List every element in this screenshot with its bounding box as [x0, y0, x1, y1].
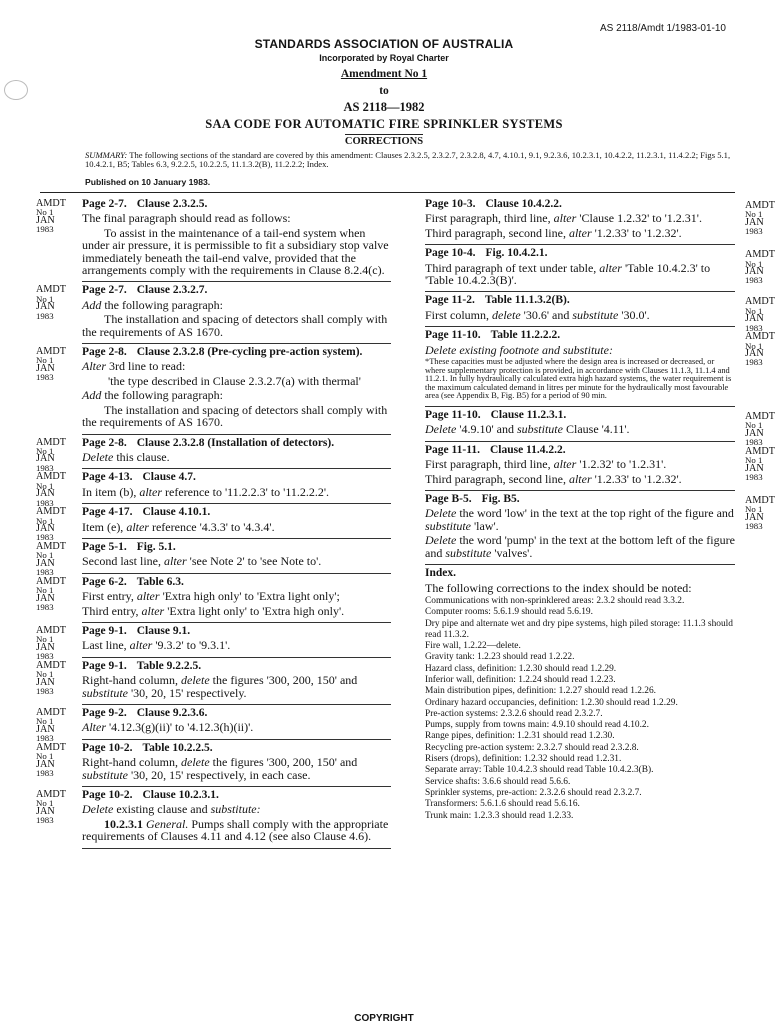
index-item: Transformers: 5.6.1.6 should read 5.6.16. [425, 799, 580, 810]
copyright-footer: COPYRIGHT [354, 1013, 414, 1024]
standard-title: SAA CODE FOR AUTOMATIC FIRE SPRINKLER SYSTEMS [205, 117, 563, 131]
amdt-margin-note: AMDT No 1 JAN 1983 [36, 506, 66, 543]
index-item: Pumps, supply from towns main: 4.9.10 should read 4.10.2. [425, 720, 649, 731]
entry-title: Page 11-10. Clause 11.2.3.1. [425, 409, 567, 422]
entry-text: Delete the word 'pump' in the text at the bottom left of the figure and substitute 'valves'. [425, 533, 735, 560]
amendment-entry [36, 539, 391, 578]
amdt-margin-note: AMDT No 1 JAN 1983 [745, 495, 775, 532]
entry-title: Page 2-8. Clause 2.3.2.8 (Installation of detectors). [82, 436, 335, 449]
amendment-entry [36, 469, 391, 508]
right-column [425, 196, 775, 825]
entry-title: Page 9-1. Table 9.2.2.5. [82, 659, 202, 672]
amdt-margin-note: AMDT No 1 JAN 1983 [745, 445, 775, 483]
entry-text: The final paragraph should read as follows: [82, 211, 291, 226]
index-list [425, 596, 735, 822]
standard-number: AS 2118—1982 [343, 100, 425, 114]
amdt-margin-note: AMDT No 1 JAN 1983 [36, 540, 66, 578]
amendment-entry [425, 442, 775, 491]
entry-text: Third paragraph, second line, alter '1.2.33' to '1.2.32'. [425, 471, 682, 486]
entry-title: Page 6-2. Table 6.3. [82, 575, 184, 588]
entry-text: Third entry, alter 'Extra light only' to 'Extra high only'. [82, 603, 345, 618]
entry-text: Third paragraph of text under table, alter 'Table 10.4.2.3' to 'Table 10.4.2.3(B)'. [425, 260, 711, 288]
amendment-entry [425, 245, 775, 292]
amendment-entry [425, 327, 775, 407]
footnote-text: *These capacities must be adjusted where the design area is increased or decreased, or where supplementary protection is provided, in accordance with Clauses 11.1.3, 11.1.4 and 11.2.1. In fully hydraulically calculated extra high hazard systems, the water requirement is the maximum calculated demand in litres per minute for the hydraulically most favourable area (see Appendix B, Fig. B5) for a period of 90 min. [425, 357, 732, 401]
index-item: Risers (drops), definition: 1.2.32 should read 1.2.31. [425, 754, 622, 765]
entry-text: The installation and spacing of detectors shall comply with the requirements of AS 1670. [82, 312, 388, 339]
entry-text: Delete existing clause and substitute: [82, 802, 261, 817]
entry-title: Page 9-2. Clause 9.2.3.6. [82, 707, 208, 719]
header-rule [40, 192, 735, 193]
index-item: Main distribution pipes, definition: 1.2.27 should read 1.2.26. [425, 686, 656, 697]
charter-line: Incorporated by Royal Charter [319, 53, 449, 63]
entry-text: In item (b), alter reference to '11.2.2.3' to '11.2.2.2'. [82, 484, 330, 499]
index-item: Computer rooms: 5.6.1.9 should read 5.6.19. [425, 607, 593, 618]
amdt-margin-note: AMDT No 1 JAN 1983 [36, 346, 66, 383]
entry-title: Page 11-2. Table 11.1.3.2(B). [425, 294, 570, 307]
amdt-margin-note: AMDT No 1 JAN 1983 [745, 331, 775, 368]
entry-title: Page 10-3. Clause 10.4.2.2. [425, 198, 562, 210]
index-item: Separate array: Table 10.4.2.3 should read Table 10.4.2.3(B). [425, 765, 654, 776]
amendment-entry [425, 292, 775, 333]
entry-title: Page 10-4. Fig. 10.4.2.1. [425, 247, 548, 260]
entry-title: Page 10-2. Table 10.2.2.5. [82, 741, 213, 754]
entry-quote: 'the type described in Clause 2.3.2.7(a) with thermal' [108, 373, 361, 388]
entry-text: Add the following paragraph: [82, 297, 223, 312]
entry-title: Page 11-10. Table 11.2.2.2. [425, 329, 561, 342]
amendment-entry [425, 491, 775, 565]
entry-text: Delete existing footnote and substitute: [425, 342, 613, 357]
entry-text: First entry, alter 'Extra high only' to 'Extra light only'; [82, 589, 340, 604]
amdt-margin-note: AMDT No 1 JAN 1983 [36, 741, 66, 779]
amdt-margin-note: AMDT No 1 JAN 1983 [745, 200, 775, 237]
entry-text: Right-hand column, delete the figures '300, 200, 150' and substitute '30, 20, 15' respectively. [82, 673, 358, 700]
amendment-entry [36, 504, 391, 543]
amendment-entry [36, 658, 391, 705]
index-item: Ordinary hazard occupancies, definition: 1.2.30 should read 1.2.29. [425, 697, 678, 708]
entry-title: Page 4-17. Clause 4.10.1. [82, 506, 211, 519]
entry-text: First column, delete '30.6' and substitute '30.0'. [425, 307, 650, 322]
index-title: Index. [425, 567, 456, 580]
corrections-heading: CORRECTIONS [344, 136, 424, 147]
entry-title: Page B-5. Fig. B5. [425, 493, 520, 506]
entry-text: First paragraph, third line, alter '1.2.32' to '1.2.31'. [425, 457, 667, 472]
amdt-margin-note: AMDT No 1 JAN 1983 [36, 707, 66, 744]
amdt-margin-note: AMDT No 1 JAN 1983 [36, 198, 66, 235]
amdt-margin-note: AMDT No 1 JAN 1983 [36, 659, 66, 696]
amdt-margin-note: AMDT No 1 JAN 1983 [745, 249, 775, 286]
index-item: Service shafts: 3.6.6 should read 5.6.6. [425, 776, 571, 787]
entry-title: Page 11-11. Clause 11.4.2.2. [425, 443, 566, 456]
left-column [36, 196, 391, 849]
entry-text: Delete this clause. [82, 449, 170, 464]
amdt-margin-note: AMDT No 1 JAN 1983 [36, 789, 66, 826]
index-item: Fire wall, 1.2.22—delete. [425, 641, 521, 652]
entry-title: Page 4-13. Clause 4.7. [82, 471, 196, 484]
index-item: Range pipes, definition: 1.2.31 should read 1.2.30. [425, 731, 615, 742]
amdt-margin-note: AMDT No 1 JAN 1983 [36, 575, 66, 612]
entry-text: Alter 3rd line to read: [82, 359, 186, 374]
entry-title: Page 2-7. Clause 2.3.2.5. [82, 198, 208, 210]
amdt-margin-note: AMDT No 1 JAN 1983 [36, 284, 66, 321]
entry-title: Page 9-1. Clause 9.1. [82, 624, 191, 637]
index-item: Communications with non-sprinklered areas: 2.3.2 should read 3.3.2. [425, 595, 685, 606]
index-item: Dry pipe and alternate wet and dry pipe systems, high piled storage: 11.1.3 should read 11.3.2. [425, 618, 733, 640]
entry-text: To assist in the maintenance of a tail-end system when under air pressure, it is permissible to fit a subsidiary stop valve immediately beneath the tail-end valve, provided that the arrangements comply with the requirements in Clause 8.2.4(c). [82, 225, 389, 278]
entry-title: Page 2-8. Clause 2.3.2.8 (Pre-cycling pre-action system). [82, 346, 363, 359]
amendment-entry [36, 623, 391, 662]
entry-text: First paragraph, third line, alter 'Clause 1.2.32' to '1.2.31'. [425, 211, 702, 226]
document-reference: AS 2118/Amdt 1/1983-01-10 [599, 23, 726, 34]
index-item: Hazard class, definition: 1.2.30 should read 1.2.29. [425, 663, 617, 674]
entry-title: Page 10-2. Clause 10.2.3.1. [82, 789, 219, 802]
amdt-margin-note: AMDT No 1 JAN 1983 [745, 296, 775, 333]
published-date: Published on 10 January 1983. [85, 177, 211, 187]
amendment-entry [36, 574, 391, 623]
amendment-entry [425, 196, 775, 245]
entry-text: Alter '4.12.3(g)(ii)' to '4.12.3(h)(ii)'. [82, 720, 254, 735]
entry-text: Delete '4.9.10' and substitute Clause '4.11'. [425, 422, 630, 437]
index-item: Trunk main: 1.2.3.3 should read 1.2.33. [425, 810, 574, 821]
entry-text: 10.2.3.1 General. Pumps shall comply with the appropriate requirements of Clauses 4.11 and 4.12 (see also Clause 4.6). [82, 816, 389, 844]
entry-text: Second last line, alter 'see Note 2' to 'see Note to'. [82, 554, 322, 569]
amendment-number: Amendment No 1 [340, 68, 428, 80]
index-intro: The following corrections to the index should be noted: [425, 580, 692, 595]
amendment-entry [36, 344, 391, 434]
index-item: Recycling pre-action system: 2.3.2.7 should read 2.3.2.8. [425, 742, 639, 753]
amendment-entry [425, 407, 775, 448]
amendment-entry [36, 435, 391, 473]
index-item: Pre-action systems: 2.3.2.6 should read 2.3.2.7. [425, 708, 603, 719]
entry-text: Third paragraph, second line, alter '1.2.33' to '1.2.32'. [425, 225, 682, 240]
to-line: to [379, 85, 389, 97]
amendment-entry [36, 196, 391, 282]
summary: SUMMARY: The following sections of the standard are covered by this amendment: Clauses 2.3.2.5, 2.3.2.7, 2.3.2.8, 4.7, 4.10.1, 9.1, 9.2.3.6, 10.2.3.1, 10.4.2.2, 11.2.3.1, 11.4.2.2; Figs 5.1, 10.4.2.1, B5; Tables 6.3, 9.2.2.5, 10.2.2.5, 11.1.3.2(B), 11.2.2.2; Index. [85, 150, 731, 169]
amdt-margin-note: AMDT No 1 JAN 1983 [36, 624, 66, 662]
index-item: Gravity tank: 1.2.23 should read 1.2.22. [425, 652, 575, 663]
amdt-margin-note: AMDT No 1 JAN 1983 [745, 411, 775, 448]
amendment-entry [36, 740, 391, 787]
index-section [425, 565, 735, 825]
amendment-entry [36, 282, 391, 344]
entry-text: Last line, alter '9.3.2' to '9.3.1'. [82, 638, 231, 653]
entry-text: Item (e), alter reference '4.3.3' to '4.3.4'. [82, 519, 275, 534]
amdt-margin-note: AMDT No 1 JAN 1983 [36, 436, 66, 473]
entry-text: Right-hand column, delete the figures '300, 200, 150' and substitute '30, 20, 15' respectively, in each case. [82, 755, 358, 782]
amendment-entry [36, 705, 391, 744]
amdt-margin-note: AMDT No 1 JAN 1983 [36, 471, 66, 508]
entry-title: Page 2-7. Clause 2.3.2.7. [82, 284, 208, 297]
amendment-entry [36, 787, 391, 849]
entry-title: Page 5-1. Fig. 5.1. [82, 540, 176, 553]
entry-text: The installation and spacing of detectors shall comply with the requirements of AS 1670. [82, 402, 388, 430]
entry-text: Delete the word 'low' in the text at the top right of the figure and substitute 'law'. [425, 506, 734, 533]
organisation-name: STANDARDS ASSOCIATION OF AUSTRALIA [254, 37, 514, 51]
index-item: Inferior wall, definition: 1.2.24 should read 1.2.23. [425, 674, 616, 685]
entry-text: Add the following paragraph: [82, 388, 223, 403]
index-item: Sprinkler systems, pre-action: 2.3.2.6 should read 2.3.2.7. [425, 787, 642, 798]
